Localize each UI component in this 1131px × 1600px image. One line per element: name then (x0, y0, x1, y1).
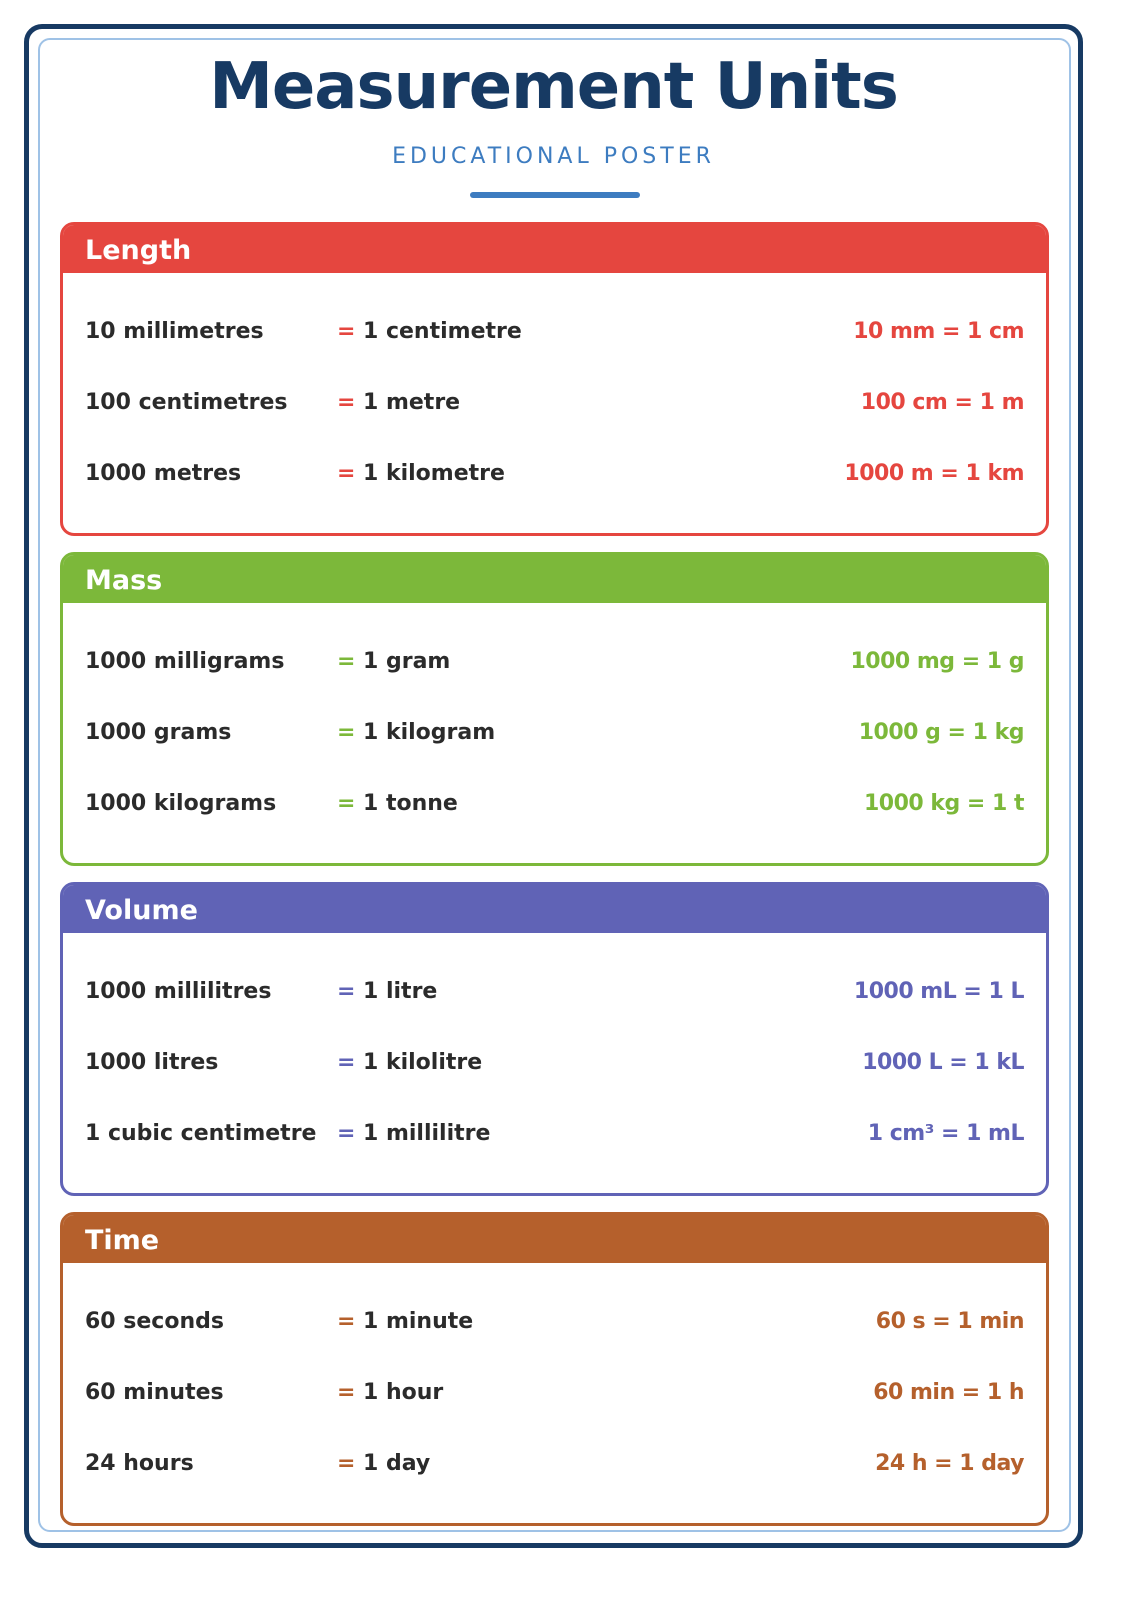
poster-subtitle: EDUCATIONAL POSTER (392, 144, 715, 169)
equals-sign: = (337, 720, 356, 745)
conversion-row (63, 1043, 1046, 1083)
row-abbreviation: 1000 m = 1 km (844, 461, 1024, 486)
section-volume (60, 882, 1049, 1196)
conversion-row (63, 383, 1046, 423)
conversion-row (63, 1444, 1046, 1484)
row-rhs: 1 kilolitre (363, 1050, 483, 1075)
row-abbreviation: 1000 L = 1 kL (862, 1050, 1024, 1075)
row-lhs: 60 minutes (85, 1380, 224, 1405)
conversion-row (63, 1114, 1046, 1154)
section-mass (60, 552, 1049, 866)
row-lhs: 10 millimetres (85, 319, 264, 344)
section-header-mass: Mass (63, 555, 1046, 603)
equals-sign: = (337, 1380, 356, 1405)
row-lhs: 1000 grams (85, 720, 232, 745)
row-abbreviation: 1000 mg = 1 g (850, 649, 1024, 674)
equals-sign: = (337, 649, 356, 674)
row-abbreviation: 24 h = 1 day (875, 1451, 1024, 1476)
row-rhs: 1 tonne (363, 791, 458, 816)
row-lhs: 1 cubic centimetre (85, 1121, 317, 1146)
section-header-time: Time (63, 1215, 1046, 1263)
row-rhs: 1 day (363, 1451, 431, 1476)
equals-sign: = (337, 1050, 356, 1075)
equals-sign: = (337, 319, 356, 344)
conversion-row (63, 642, 1046, 682)
poster-title: Measurement Units (209, 50, 898, 124)
row-lhs: 1000 millilitres (85, 979, 272, 1004)
row-rhs: 1 litre (363, 979, 438, 1004)
conversion-row (63, 454, 1046, 494)
row-lhs: 1000 metres (85, 461, 242, 486)
row-rhs: 1 millilitre (363, 1121, 491, 1146)
conversion-row (63, 713, 1046, 753)
row-lhs: 1000 kilograms (85, 791, 277, 816)
conversion-row (63, 1373, 1046, 1413)
row-lhs: 1000 milligrams (85, 649, 285, 674)
row-rhs: 1 metre (363, 390, 461, 415)
section-header-length: Length (63, 225, 1046, 273)
row-abbreviation: 1000 g = 1 kg (858, 720, 1024, 745)
row-lhs: 100 centimetres (85, 390, 288, 415)
row-abbreviation: 1000 kg = 1 t (863, 791, 1024, 816)
equals-sign: = (337, 1121, 356, 1146)
row-abbreviation: 1 cm³ = 1 mL (867, 1121, 1024, 1146)
conversion-row (63, 1302, 1046, 1342)
conversion-row (63, 312, 1046, 352)
equals-sign: = (337, 461, 356, 486)
row-rhs: 1 hour (363, 1380, 444, 1405)
equals-sign: = (337, 1451, 356, 1476)
row-rhs: 1 kilometre (363, 461, 505, 486)
equals-sign: = (337, 979, 356, 1004)
equals-sign: = (337, 390, 356, 415)
row-rhs: 1 centimetre (363, 319, 522, 344)
row-rhs: 1 kilogram (363, 720, 496, 745)
row-abbreviation: 60 s = 1 min (875, 1309, 1024, 1334)
row-abbreviation: 100 cm = 1 m (860, 390, 1024, 415)
row-lhs: 24 hours (85, 1451, 194, 1476)
row-lhs: 1000 litres (85, 1050, 219, 1075)
section-time (60, 1212, 1049, 1526)
row-rhs: 1 gram (363, 649, 451, 674)
section-header-volume: Volume (63, 885, 1046, 933)
title-underline (470, 192, 640, 198)
equals-sign: = (337, 791, 356, 816)
row-rhs: 1 minute (363, 1309, 474, 1334)
conversion-row (63, 784, 1046, 824)
equals-sign: = (337, 1309, 356, 1334)
row-abbreviation: 10 mm = 1 cm (853, 319, 1024, 344)
row-abbreviation: 60 min = 1 h (873, 1380, 1024, 1405)
row-lhs: 60 seconds (85, 1309, 224, 1334)
row-abbreviation: 1000 mL = 1 L (853, 979, 1024, 1004)
conversion-row (63, 972, 1046, 1012)
section-length (60, 222, 1049, 536)
